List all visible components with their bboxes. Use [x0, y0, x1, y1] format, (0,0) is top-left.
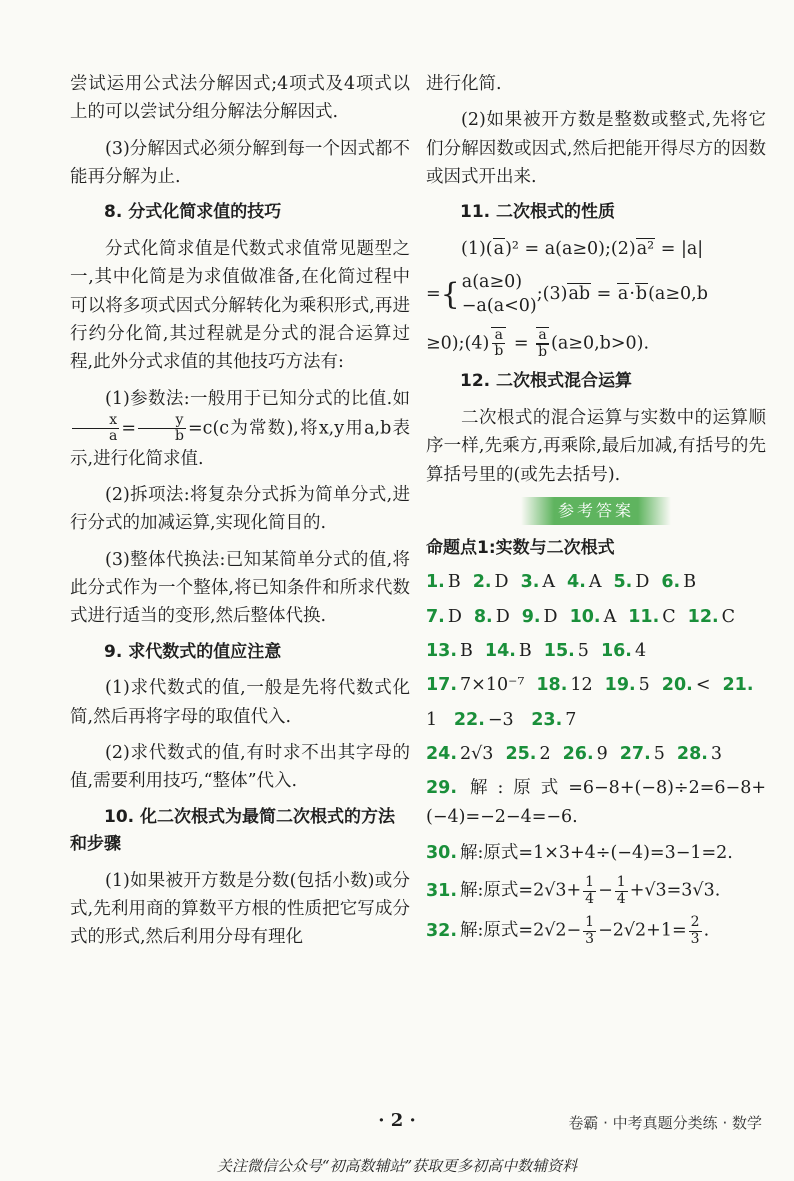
brace-symbol: { [440, 276, 460, 312]
answer-number: 25. [505, 744, 537, 765]
answer-number: 14. [484, 641, 516, 662]
answer-value: D [494, 572, 509, 593]
right-column [426, 70, 766, 955]
answer-value: A [603, 606, 617, 627]
answer-value: D [495, 606, 510, 627]
paragraph-parameter-method: (1)参数法:一般用于已知分式的比值.如 $\frac{x}{a}$ = $\frac{y}{b}$ =c(c为常数),将x,y用a,b表示,进行化简求值. [70, 388, 410, 469]
answer-number: 17. [426, 675, 458, 696]
paragraph: (3)分解因式必须分解到每一个因式都不能再分解为止. [70, 138, 410, 188]
answer-value: 9 [596, 744, 608, 765]
answer-banner: 参考答案 [521, 497, 671, 525]
answer-number: 5. [613, 572, 633, 593]
book-title: 卷霸 · 中考真题分类练 · 数学 [568, 1114, 762, 1132]
section-heading: 9. 求代数式的值应注意 [104, 641, 282, 662]
answer-number: 12. [687, 606, 719, 627]
paragraph: (2)求代数式的值,有时求不出其字母的值,需要利用技巧,“整体”代入. [70, 743, 410, 792]
answer-value: B [683, 572, 697, 593]
answer-number: 24. [426, 744, 458, 765]
fraction: $\frac{a}{b}$ [538, 326, 548, 360]
answer-value: 5 [577, 641, 589, 662]
section-heading: 10. 化二次根式为最简二次根式的方法和步骤 [70, 806, 396, 855]
answer-number: 8. [473, 606, 493, 627]
answer-row [426, 603, 766, 631]
answer-row [426, 671, 766, 699]
answer-value: 7×10⁻⁷ [460, 675, 525, 696]
watermark-text: 关注微信公众号“初高数辅站”获取更多初高中数辅资料 [216, 1157, 578, 1175]
answer-value: 2 [539, 744, 551, 765]
section-heading: 11. 二次根式的性质 [460, 202, 616, 223]
answer-value: B [518, 641, 532, 662]
answer-number: 16. [600, 641, 632, 662]
answer-value: D [543, 606, 558, 627]
paragraph: 二次根式的混合运算与实数中的运算顺序一样,先乘方,再乘除,最后加减,有括号的先算括号里的(或先去括号). [426, 407, 766, 485]
section-heading: 12. 二次根式混合运算 [460, 371, 633, 392]
answer-29: 29. 解:原式=6−8+(−8)÷2=6−8+(−4)=−2−4=−6. [426, 778, 766, 827]
answer-value: 2√3 [460, 744, 494, 765]
paragraph: 尝试运用公式法分解因式;4项式及4项式以上的可以尝试分组分解法分解因式. [70, 74, 410, 123]
answer-number: 21. [722, 675, 754, 696]
paragraph: (2)拆项法:将复杂分式拆为简单分式,进行分式的加减运算,实现化简目的. [70, 485, 410, 534]
cases: a(a≥0) −a(a<0) [461, 272, 537, 316]
answer-32: 32. 解:原式=2√2− $\frac{1}{3}$ −2√2+1= $\frac{2}{3}$ . [426, 914, 710, 947]
answer-number: 19. [604, 675, 636, 696]
answer-value: A [542, 572, 556, 593]
fraction: $\frac{x}{a}$ [72, 413, 119, 445]
answer-value: 5 [638, 675, 650, 696]
answer-value: D [635, 572, 650, 593]
answer-number: 18. [536, 675, 568, 696]
answer-value: C [721, 606, 736, 627]
fraction: $\frac{a}{b}$ [491, 327, 506, 360]
answer-value: 5 [653, 744, 665, 765]
answer-number: 26. [562, 744, 594, 765]
answer-value: A [588, 572, 602, 593]
answer-value: B [447, 572, 461, 593]
answer-value: D [447, 606, 462, 627]
answer-number: 7. [426, 606, 445, 627]
formula-line-3: ≥0);(4) $\frac{a}{b}$ = $\frac{a}{b}$ (a≥0,b>0). [426, 326, 650, 360]
answer-number: 20. [661, 675, 693, 696]
answer-31: 31. 解:原式=2√3+ $\frac{1}{4}$ − $\frac{1}{4}$ +√3=3√3. [426, 874, 721, 907]
answer-number: 3. [520, 572, 540, 593]
answer-number: 15. [543, 641, 575, 662]
formula-line-2: ={ a(a≥0) −a(a<0);(3)ab = a·b(a≥0,b [426, 271, 766, 318]
answer-number: 11. [628, 606, 660, 627]
answer-row [426, 637, 766, 665]
left-column [70, 70, 410, 960]
paragraph: 进行化简. [426, 74, 502, 94]
paragraph: (3)整体代换法:已知某简单分式的值,将此分式作为一个整体,将已知条件和所求代数式进行适当的变形,然后整体代换. [70, 549, 410, 627]
answer-number: 1. [426, 572, 445, 593]
answer-30: 30. 解:原式=1×3+4÷(−4)=3−1=2. [426, 843, 733, 864]
answer-value: 12 [570, 675, 593, 696]
paragraph: (1)如果被开方数是分数(包括小数)或分式,先利用商的算数平方根的性质把它写成分式的形式,然后利用分母有理化 [70, 870, 410, 948]
answer-number: 2. [472, 572, 492, 593]
section-heading: 8. 分式化简求值的技巧 [104, 202, 282, 223]
answer-number: 6. [661, 572, 681, 593]
paragraph: 分式化简求值是代数式求值常见题型之一,其中化简是为求值做准备,在化简过程中可以将多项式因式分解转化为乘积形式,再进行约分化简,其过程就是分式的混合运算过程,此外分式求值的其他技巧方法有: [70, 238, 410, 373]
paragraph: (1)求代数式的值,一般是先将代数式化简,然后再将字母的取值代入. [70, 678, 410, 727]
paragraph: (2)如果被开方数是整数或整式,先将它们分解因数或因式,然后把能开得尽方的因数或因式开出来. [426, 110, 766, 188]
answer-number: 10. [569, 606, 601, 627]
answer-number: 9. [521, 606, 541, 627]
answer-rows [426, 568, 766, 699]
topic-heading: 命题点1:实数与二次根式 [426, 537, 615, 558]
answer-value: 3 [710, 744, 723, 765]
page-number: · 2 · [378, 1110, 416, 1131]
answer-number: 4. [567, 572, 586, 593]
answer-number: 27. [619, 744, 651, 765]
answer-value: B [460, 641, 473, 662]
answer-number: 28. [676, 744, 708, 765]
answer-row [426, 568, 766, 596]
answer-number: 13. [426, 641, 458, 662]
answer-row: 1 22. −3 23. 7 [426, 709, 577, 730]
fraction: $\frac{y}{b}$ [138, 413, 186, 445]
answer-value: 4 [634, 641, 647, 662]
answer-value: < [695, 675, 711, 696]
answer-row [426, 740, 766, 768]
formula-line-1: (1)(a)² = a(a≥0);(2)a² = |a| [461, 238, 704, 259]
answer-value: C [662, 606, 676, 627]
